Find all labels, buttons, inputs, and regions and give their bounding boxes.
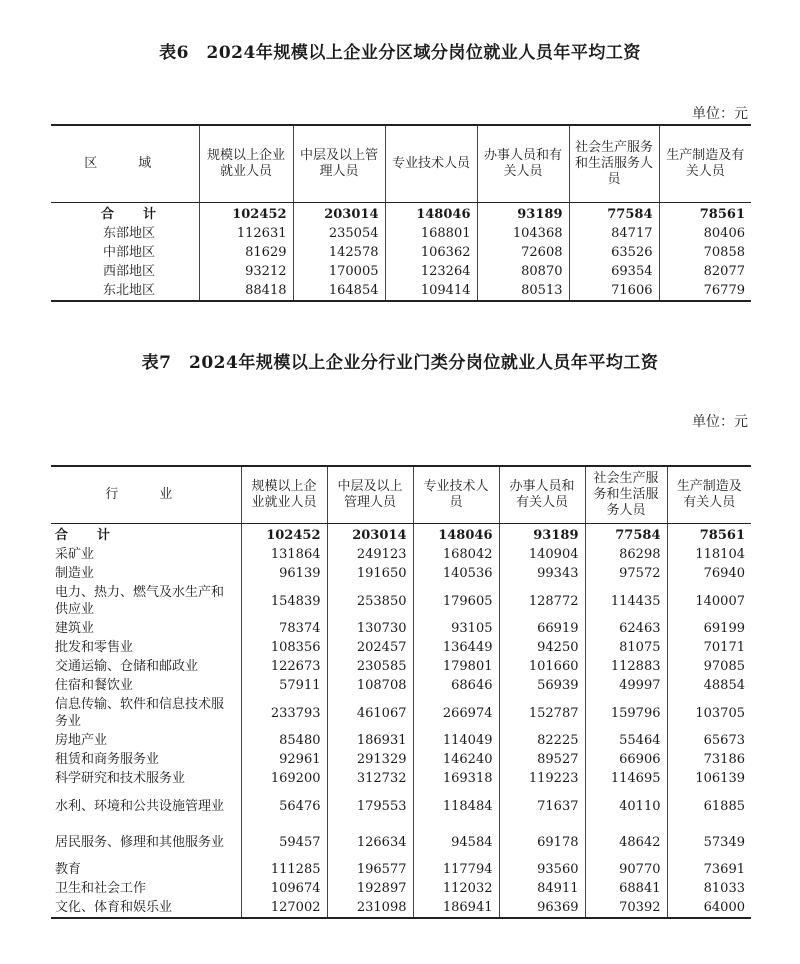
table-row: [51, 281, 751, 301]
value-cell: 76940: [667, 564, 751, 583]
table-row: [51, 564, 751, 583]
value-cell: 118104: [667, 545, 751, 564]
table6-unit-label: 单位：元: [692, 106, 748, 122]
value-cell: 78561: [659, 203, 751, 225]
value-cell: 312732: [327, 769, 413, 788]
value-cell: 69354: [569, 262, 659, 281]
value-cell: 66919: [499, 619, 585, 638]
value-cell: 291329: [327, 750, 413, 769]
row-label-cell: 信息传输、软件和信息技术服务业: [55, 697, 225, 729]
value-cell: 109674: [241, 879, 327, 898]
value-cell: 140007: [667, 583, 751, 619]
value-cell: 114695: [585, 769, 667, 788]
row-label-cell: 合 计: [55, 528, 119, 543]
value-cell: 266974: [413, 695, 499, 731]
table-row: [51, 879, 751, 898]
value-cell: 80870: [477, 262, 569, 281]
row-label-cell: 教育: [55, 862, 82, 877]
value-cell: 78374: [241, 619, 327, 638]
table-row: [51, 583, 751, 619]
table6-title: 表6 2024年规模以上企业分区域分岗位就业人员年平均工资: [159, 43, 641, 63]
header-managers: 中层及以上管理人员: [293, 125, 385, 203]
value-cell: 112631: [199, 224, 293, 243]
row-label-cell: 科学研究和技术服务业: [55, 771, 186, 786]
value-cell: 77584: [585, 524, 667, 546]
value-cell: 90770: [585, 860, 667, 879]
value-cell: 118484: [413, 788, 499, 824]
row-label-cell: 批发和零售业: [55, 640, 134, 655]
value-cell: 142578: [293, 243, 385, 262]
value-cell: 88418: [199, 281, 293, 301]
value-cell: 148046: [413, 524, 499, 546]
table-row: [51, 695, 751, 731]
value-cell: 78561: [667, 524, 751, 546]
value-cell: 154839: [241, 583, 327, 619]
value-cell: 70858: [659, 243, 751, 262]
value-cell: 68646: [413, 676, 499, 695]
header-region: 区 域: [51, 125, 199, 203]
table-row: [51, 224, 751, 243]
table-row: [51, 769, 751, 788]
table6-regional-wages: [51, 124, 751, 302]
value-cell: 97572: [585, 564, 667, 583]
header-service: 社会生产服务和生活服务人员: [569, 125, 659, 203]
value-cell: 249123: [327, 545, 413, 564]
value-cell: 127002: [241, 898, 327, 918]
value-cell: 71637: [499, 788, 585, 824]
value-cell: 69199: [667, 619, 751, 638]
value-cell: 81075: [585, 638, 667, 657]
table7-industry-wages: [51, 465, 751, 919]
value-cell: 93560: [499, 860, 585, 879]
value-cell: 94250: [499, 638, 585, 657]
value-cell: 170005: [293, 262, 385, 281]
table7-title: 表7 2024年规模以上企业分行业门类分岗位就业人员年平均工资: [141, 353, 659, 373]
table-row: [51, 243, 751, 262]
value-cell: 64000: [667, 898, 751, 918]
value-cell: 235054: [293, 224, 385, 243]
value-cell: 69178: [499, 824, 585, 860]
value-cell: 96139: [241, 564, 327, 583]
value-cell: 57349: [667, 824, 751, 860]
value-cell: 253850: [327, 583, 413, 619]
value-cell: 55464: [585, 731, 667, 750]
value-cell: 56476: [241, 788, 327, 824]
value-cell: 148046: [385, 203, 477, 225]
value-cell: 136449: [413, 638, 499, 657]
row-label-cell: 建筑业: [55, 621, 95, 636]
value-cell: 73691: [667, 860, 751, 879]
value-cell: 70171: [667, 638, 751, 657]
value-cell: 80513: [477, 281, 569, 301]
value-cell: 231098: [327, 898, 413, 918]
row-label-cell: 东部地区: [103, 226, 156, 241]
value-cell: 48642: [585, 824, 667, 860]
value-cell: 108356: [241, 638, 327, 657]
value-cell: 108708: [327, 676, 413, 695]
value-cell: 65673: [667, 731, 751, 750]
value-cell: 230585: [327, 657, 413, 676]
value-cell: 123264: [385, 262, 477, 281]
value-cell: 126634: [327, 824, 413, 860]
row-label-cell: 租赁和商务服务业: [55, 752, 160, 767]
value-cell: 140536: [413, 564, 499, 583]
value-cell: 102452: [199, 203, 293, 225]
value-cell: 89527: [499, 750, 585, 769]
row-label-cell: 水利、环境和公共设施管理业: [55, 798, 225, 814]
value-cell: 140904: [499, 545, 585, 564]
value-cell: 179605: [413, 583, 499, 619]
header-all-employees: 规模以上企业就业人员: [199, 125, 293, 203]
value-cell: 49997: [585, 676, 667, 695]
value-cell: 93189: [499, 524, 585, 546]
value-cell: 94584: [413, 824, 499, 860]
header-clerical: 办事人员和有关人员: [477, 125, 569, 203]
row-label-cell: 卫生和社会工作: [55, 881, 147, 896]
header-technical: 专业技术人员: [385, 125, 477, 203]
value-cell: 93105: [413, 619, 499, 638]
value-cell: 48854: [667, 676, 751, 695]
value-cell: 179553: [327, 788, 413, 824]
row-label-cell: 中部地区: [103, 245, 156, 260]
table-row: [51, 619, 751, 638]
value-cell: 59457: [241, 824, 327, 860]
value-cell: 97085: [667, 657, 751, 676]
row-label-cell: 电力、热力、燃气及水生产和供应业: [55, 585, 225, 617]
value-cell: 80406: [659, 224, 751, 243]
table-row: [51, 860, 751, 879]
value-cell: 131864: [241, 545, 327, 564]
value-cell: 72608: [477, 243, 569, 262]
value-cell: 130730: [327, 619, 413, 638]
value-cell: 84911: [499, 879, 585, 898]
value-cell: 106139: [667, 769, 751, 788]
value-cell: 111285: [241, 860, 327, 879]
value-cell: 81629: [199, 243, 293, 262]
value-cell: 93212: [199, 262, 293, 281]
value-cell: 92961: [241, 750, 327, 769]
table7-unit-label: 单位：元: [692, 414, 748, 430]
value-cell: 77584: [569, 203, 659, 225]
value-cell: 96369: [499, 898, 585, 918]
value-cell: 168801: [385, 224, 477, 243]
value-cell: 169200: [241, 769, 327, 788]
table-row: [51, 824, 751, 860]
row-label-cell: 东北地区: [103, 283, 156, 298]
table-row: [51, 750, 751, 769]
header-industry: 行 业: [51, 466, 241, 524]
value-cell: 179801: [413, 657, 499, 676]
value-cell: 191650: [327, 564, 413, 583]
value-cell: 203014: [293, 203, 385, 225]
value-cell: 84717: [569, 224, 659, 243]
value-cell: 81033: [667, 879, 751, 898]
value-cell: 146240: [413, 750, 499, 769]
table7-body: [51, 524, 751, 919]
table-row: [51, 638, 751, 657]
value-cell: 119223: [499, 769, 585, 788]
row-label-cell: 采矿业: [55, 547, 95, 562]
value-cell: 128772: [499, 583, 585, 619]
row-label-cell: 房地产业: [55, 733, 108, 748]
table-row: [51, 545, 751, 564]
value-cell: 103705: [667, 695, 751, 731]
table-row: [51, 898, 751, 918]
value-cell: 61885: [667, 788, 751, 824]
value-cell: 63526: [569, 243, 659, 262]
value-cell: 112032: [413, 879, 499, 898]
value-cell: 56939: [499, 676, 585, 695]
value-cell: 66906: [585, 750, 667, 769]
total-row: [51, 524, 751, 546]
value-cell: 203014: [327, 524, 413, 546]
value-cell: 196577: [327, 860, 413, 879]
value-cell: 99343: [499, 564, 585, 583]
row-label-cell: 文化、体育和娱乐业: [55, 900, 173, 915]
value-cell: 82225: [499, 731, 585, 750]
value-cell: 164854: [293, 281, 385, 301]
row-label-cell: 交通运输、仓储和邮政业: [55, 659, 199, 674]
value-cell: 101660: [499, 657, 585, 676]
value-cell: 70392: [585, 898, 667, 918]
value-cell: 76779: [659, 281, 751, 301]
value-cell: 186941: [413, 898, 499, 918]
value-cell: 186931: [327, 731, 413, 750]
header-service: 社会生产服务和生活服务人员: [585, 466, 667, 524]
value-cell: 106362: [385, 243, 477, 262]
value-cell: 117794: [413, 860, 499, 879]
table7-header-row: [51, 466, 751, 524]
row-label-cell: 住宿和餐饮业: [55, 678, 134, 693]
value-cell: 93189: [477, 203, 569, 225]
value-cell: 192897: [327, 879, 413, 898]
row-label-cell: 合 计: [101, 207, 165, 222]
table-row: [51, 657, 751, 676]
value-cell: 114049: [413, 731, 499, 750]
header-production: 生产制造及有关人员: [659, 125, 751, 203]
header-technical: 专业技术人员: [413, 466, 499, 524]
table-row: [51, 731, 751, 750]
value-cell: 202457: [327, 638, 413, 657]
value-cell: 104368: [477, 224, 569, 243]
table-row: [51, 676, 751, 695]
header-managers: 中层及以上管理人员: [327, 466, 413, 524]
table-row: [51, 262, 751, 281]
value-cell: 71606: [569, 281, 659, 301]
table6-body: [51, 203, 751, 302]
header-production: 生产制造及有关人员: [667, 466, 751, 524]
value-cell: 152787: [499, 695, 585, 731]
value-cell: 102452: [241, 524, 327, 546]
value-cell: 112883: [585, 657, 667, 676]
table6-header-row: [51, 125, 751, 203]
value-cell: 159796: [585, 695, 667, 731]
header-all-employees: 规模以上企业就业人员: [241, 466, 327, 524]
value-cell: 68841: [585, 879, 667, 898]
value-cell: 40110: [585, 788, 667, 824]
value-cell: 82077: [659, 262, 751, 281]
total-row: [51, 203, 751, 225]
header-clerical: 办事人员和有关人员: [499, 466, 585, 524]
value-cell: 114435: [585, 583, 667, 619]
table-row: [51, 788, 751, 824]
value-cell: 62463: [585, 619, 667, 638]
value-cell: 57911: [241, 676, 327, 695]
value-cell: 169318: [413, 769, 499, 788]
value-cell: 73186: [667, 750, 751, 769]
value-cell: 109414: [385, 281, 477, 301]
value-cell: 168042: [413, 545, 499, 564]
row-label-cell: 居民服务、修理和其他服务业: [55, 834, 225, 850]
value-cell: 233793: [241, 695, 327, 731]
value-cell: 86298: [585, 545, 667, 564]
row-label-cell: 制造业: [55, 566, 95, 581]
value-cell: 85480: [241, 731, 327, 750]
value-cell: 461067: [327, 695, 413, 731]
value-cell: 122673: [241, 657, 327, 676]
row-label-cell: 西部地区: [103, 264, 156, 279]
